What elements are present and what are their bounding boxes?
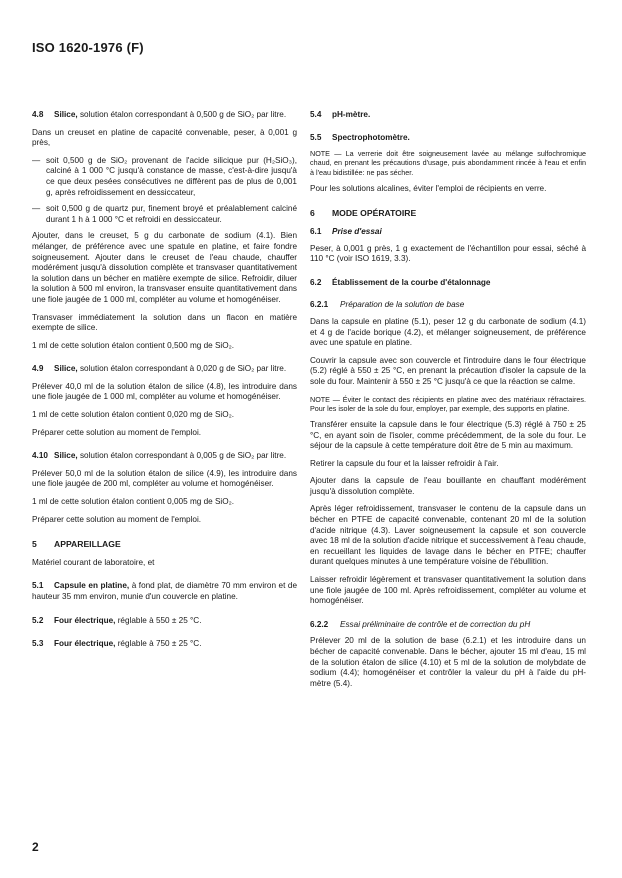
section-heading: Silice, <box>54 364 78 374</box>
section-heading: Préparation de la solution de base <box>340 300 465 310</box>
section-6-2-2 <box>310 620 586 631</box>
list-item: — soit 0,500 g de SiO₂ provenant de l'acide silicique pur (H₂SiO₃), calciné à 1 000 °C jusqu'à constance de masse, c'est-à-dire jusqu'à ce que deux pesées consécutives ne diffèrent pas de plus de 0,001 g, après refroidissement en dessiccateur, <box>32 155 297 197</box>
section-number: 6.2.2 <box>310 619 329 629</box>
note: NOTE — La verrerie doit être soigneusement lavée au mélange sulfochromique chaud, en prenant les précautions d'usage, puis abondamment rincée à l'eau et enfin à l'eau bidistillée: ne pas sécher. <box>310 149 586 177</box>
list-item-text: soit 0,500 g de quartz pur, finement broyé et préalablement calciné durant 1 h à 1 000 °C et refroidi en dessiccateur. <box>46 204 297 224</box>
right-column <box>310 110 586 696</box>
page-header-title: ISO 1620-1976 (F) <box>32 40 144 55</box>
section-number: 6.1 <box>310 226 322 236</box>
section-heading: Four électrique, <box>54 615 116 625</box>
section-6-1 <box>310 227 586 238</box>
left-column <box>32 110 297 657</box>
section-number: 4.10 <box>32 451 48 461</box>
section-heading: Silice, <box>54 110 78 119</box>
section-number: 5.1 <box>32 581 44 591</box>
page-number: 2 <box>32 840 39 854</box>
paragraph: Préparer cette solution au moment de l'emploi. <box>32 427 202 437</box>
section-6-2-1 <box>310 300 586 311</box>
section-5-1 <box>32 581 297 602</box>
paragraph: Retirer la capsule du four et la laisser refroidir à l'air. <box>310 458 499 468</box>
section-5-3 <box>32 639 297 650</box>
section-heading: Silice, <box>54 451 78 461</box>
paragraph: Prélever 50,0 ml de la solution étalon de silice (4.9), les introduire dans une fiole jaugée de 200 ml, compléter au volume et homogénéiser. <box>32 468 297 489</box>
paragraph: Ajouter, dans le creuset, 5 g du carbonate de sodium (4.1). Bien mélanger, de préférence avec une spatule en platine, et faire fondre soigneusement. Ajouter dans le creuset de l'eau chaude, chauffer modérément jusqu'à dissolution complète et transvaser quantitativement la solution dans un bécher en matière exempte de silice. Refroidir, diluer la solution à 500 ml environ, la transvaser ensuite quantitativement dans une fiole jaugée de 1 000 ml, compléter au volume et homogénéiser. <box>32 231 297 304</box>
paragraph: 1 ml de cette solution étalon contient 0,020 mg de SiO₂. <box>32 410 235 420</box>
section-5-2 <box>32 616 297 627</box>
paragraph: Après léger refroidissement, transvaser le contenu de la capsule dans un bécher en PTFE de capacité convenable, contenant 20 ml de la solution d'acide nitrique (4.3). Laver soigneusement la capsule et son couvercle avec 18 ml de la solution d'acide nitrique et successivement à l'eau chaude, en recueillant les liquides de lavage dans le bécher en PTFE; chauffer durant quelques minutes à une température voisine de l'ébullition. <box>310 504 586 567</box>
list-item: — soit 0,500 g de quartz pur, finement broyé et préalablement calciné durant 1 h à 1 000 °C et refroidi en dessiccateur. <box>32 204 297 224</box>
paragraph: Ajouter dans la capsule de l'eau bouillante en chauffant modérément jusqu'à dissolution complète. <box>310 476 586 496</box>
section-4-8 <box>32 110 297 121</box>
section-number: 5.4 <box>310 110 322 119</box>
paragraph: Pour les solutions alcalines, éviter l'emploi de récipients en verre. <box>310 183 547 193</box>
section-number: 6 <box>310 208 315 219</box>
section-heading: Capsule en platine, <box>54 581 130 591</box>
section-5-heading <box>32 539 297 550</box>
paragraph: Laisser refroidir légèrement et transvaser quantitativement la solution dans une fiole jaugée de 100 ml. Après refroidissement, compléter au volume et homogénéiser. <box>310 575 586 606</box>
paragraph: 1 ml de cette solution étalon contient 0,500 mg de SiO₂. <box>32 340 235 350</box>
section-number: 5.3 <box>32 639 44 649</box>
list-item-text: soit 0,500 g de SiO₂ provenant de l'acide silicique pur (H₂SiO₃), calciné à 1 000 °C jusqu'à constance de masse, c'est-à-dire jusqu'à ce que deux pesées consécutives ne diffèrent pas de plus de 0,001 g, après refroidissement en dessiccateur, <box>46 155 297 197</box>
paragraph: Transvaser immédiatement la solution dans un flacon en matière exempte de silice. <box>32 312 297 333</box>
paragraph: Prélever 40,0 ml de la solution étalon de silice (4.8), les introduire dans une fiole jaugée de 1 000 ml, compléter au volume et homogénéiser. <box>32 381 297 402</box>
section-text: réglable à 750 ± 25 °C. <box>117 639 202 649</box>
section-text: réglable à 550 ± 25 °C. <box>117 615 202 625</box>
paragraph: Transférer ensuite la capsule dans le four électrique (5.3) réglé à 750 ± 25 °C, en ayant soin de l'isoler, comme précédemment, de la sole du four. Le séjour de la capsule à cette température doit être de 5 min au maximum. <box>310 419 586 451</box>
section-5-4 <box>310 110 586 121</box>
paragraph: Peser, à 0,001 g près, 1 g exactement de l'échantillon pour essai, séché à 110 °C (voir ISO 1619, 3.3). <box>310 243 586 264</box>
section-heading: APPAREILLAGE <box>54 539 121 550</box>
paragraph: Préparer cette solution au moment de l'emploi. <box>32 514 202 524</box>
section-heading: Four électrique, <box>54 639 116 649</box>
section-6-2 <box>310 278 586 289</box>
section-number: 5.2 <box>32 615 44 625</box>
section-heading: Essai préliminaire de contrôle et de correction du pH <box>340 619 531 629</box>
section-number: 4.8 <box>32 110 44 119</box>
section-text: solution étalon correspondant à 0,020 g de SiO₂ par litre. <box>79 364 287 374</box>
section-number: 4.9 <box>32 364 44 374</box>
paragraph: Couvrir la capsule avec son couvercle et l'introduire dans le four électrique (5.2) réglé à 550 ± 25 °C, en prenant la précaution d'isoler la capsule de la sole du four. Maintenir à 550 ± 25 °C jusqu'à ce que la réaction se calme. <box>310 355 586 386</box>
section-text: solution étalon correspondant à 0,005 g de SiO₂ par litre. <box>79 451 287 461</box>
paragraph: Prélever 20 ml de la solution de base (6.2.1) et les introduire dans un bécher de capacité convenable. Dans le bécher, ajouter 15 ml d'eau, 15 ml de la solution étalon de silice (4.10) et 5 ml de la solution de molybdate de sodium (4.4); homogénéiser et contrôler la valeur du pH à l'aide du pH-mètre (5.4). <box>310 636 586 688</box>
section-heading: pH-mètre. <box>332 110 371 119</box>
section-4-10 <box>32 451 297 462</box>
section-number: 5.5 <box>310 132 322 142</box>
section-number: 5 <box>32 539 37 550</box>
section-5-5 <box>310 133 586 144</box>
section-heading: Prise d'essai <box>332 226 382 236</box>
section-4-9 <box>32 364 297 375</box>
section-6-heading <box>310 208 586 219</box>
paragraph: Matériel courant de laboratoire, et <box>32 557 155 567</box>
note: NOTE — Éviter le contact des récipients en platine avec des matériaux réfractaires. Pour les isoler de la sole du four, employer, par exemple, des supports en platine. <box>310 394 586 413</box>
section-heading: Spectrophotomètre. <box>332 132 410 142</box>
paragraph: Dans un creuset en platine de capacité convenable, peser, à 0,001 g près, <box>32 127 297 148</box>
section-number: 6.2 <box>310 277 322 287</box>
section-heading: Établissement de la courbe d'étalonnage <box>332 277 491 287</box>
paragraph: 1 ml de cette solution étalon contient 0,005 mg de SiO₂. <box>32 497 235 507</box>
section-number: 6.2.1 <box>310 300 329 310</box>
section-text: solution étalon correspondant à 0,500 g de SiO₂ par litre. <box>79 110 287 119</box>
section-heading: MODE OPÉRATOIRE <box>332 208 417 219</box>
paragraph: Dans la capsule en platine (5.1), peser 12 g du carbonate de sodium (4.1) et 4 g de l'acide borique (4.2), et mélanger soigneusement, de préférence avec une spatule en platine. <box>310 316 586 348</box>
section-text: à fond plat, de diamètre 70 mm environ et de hauteur 35 mm environ, munie d'un couvercle en platine. <box>32 581 298 601</box>
